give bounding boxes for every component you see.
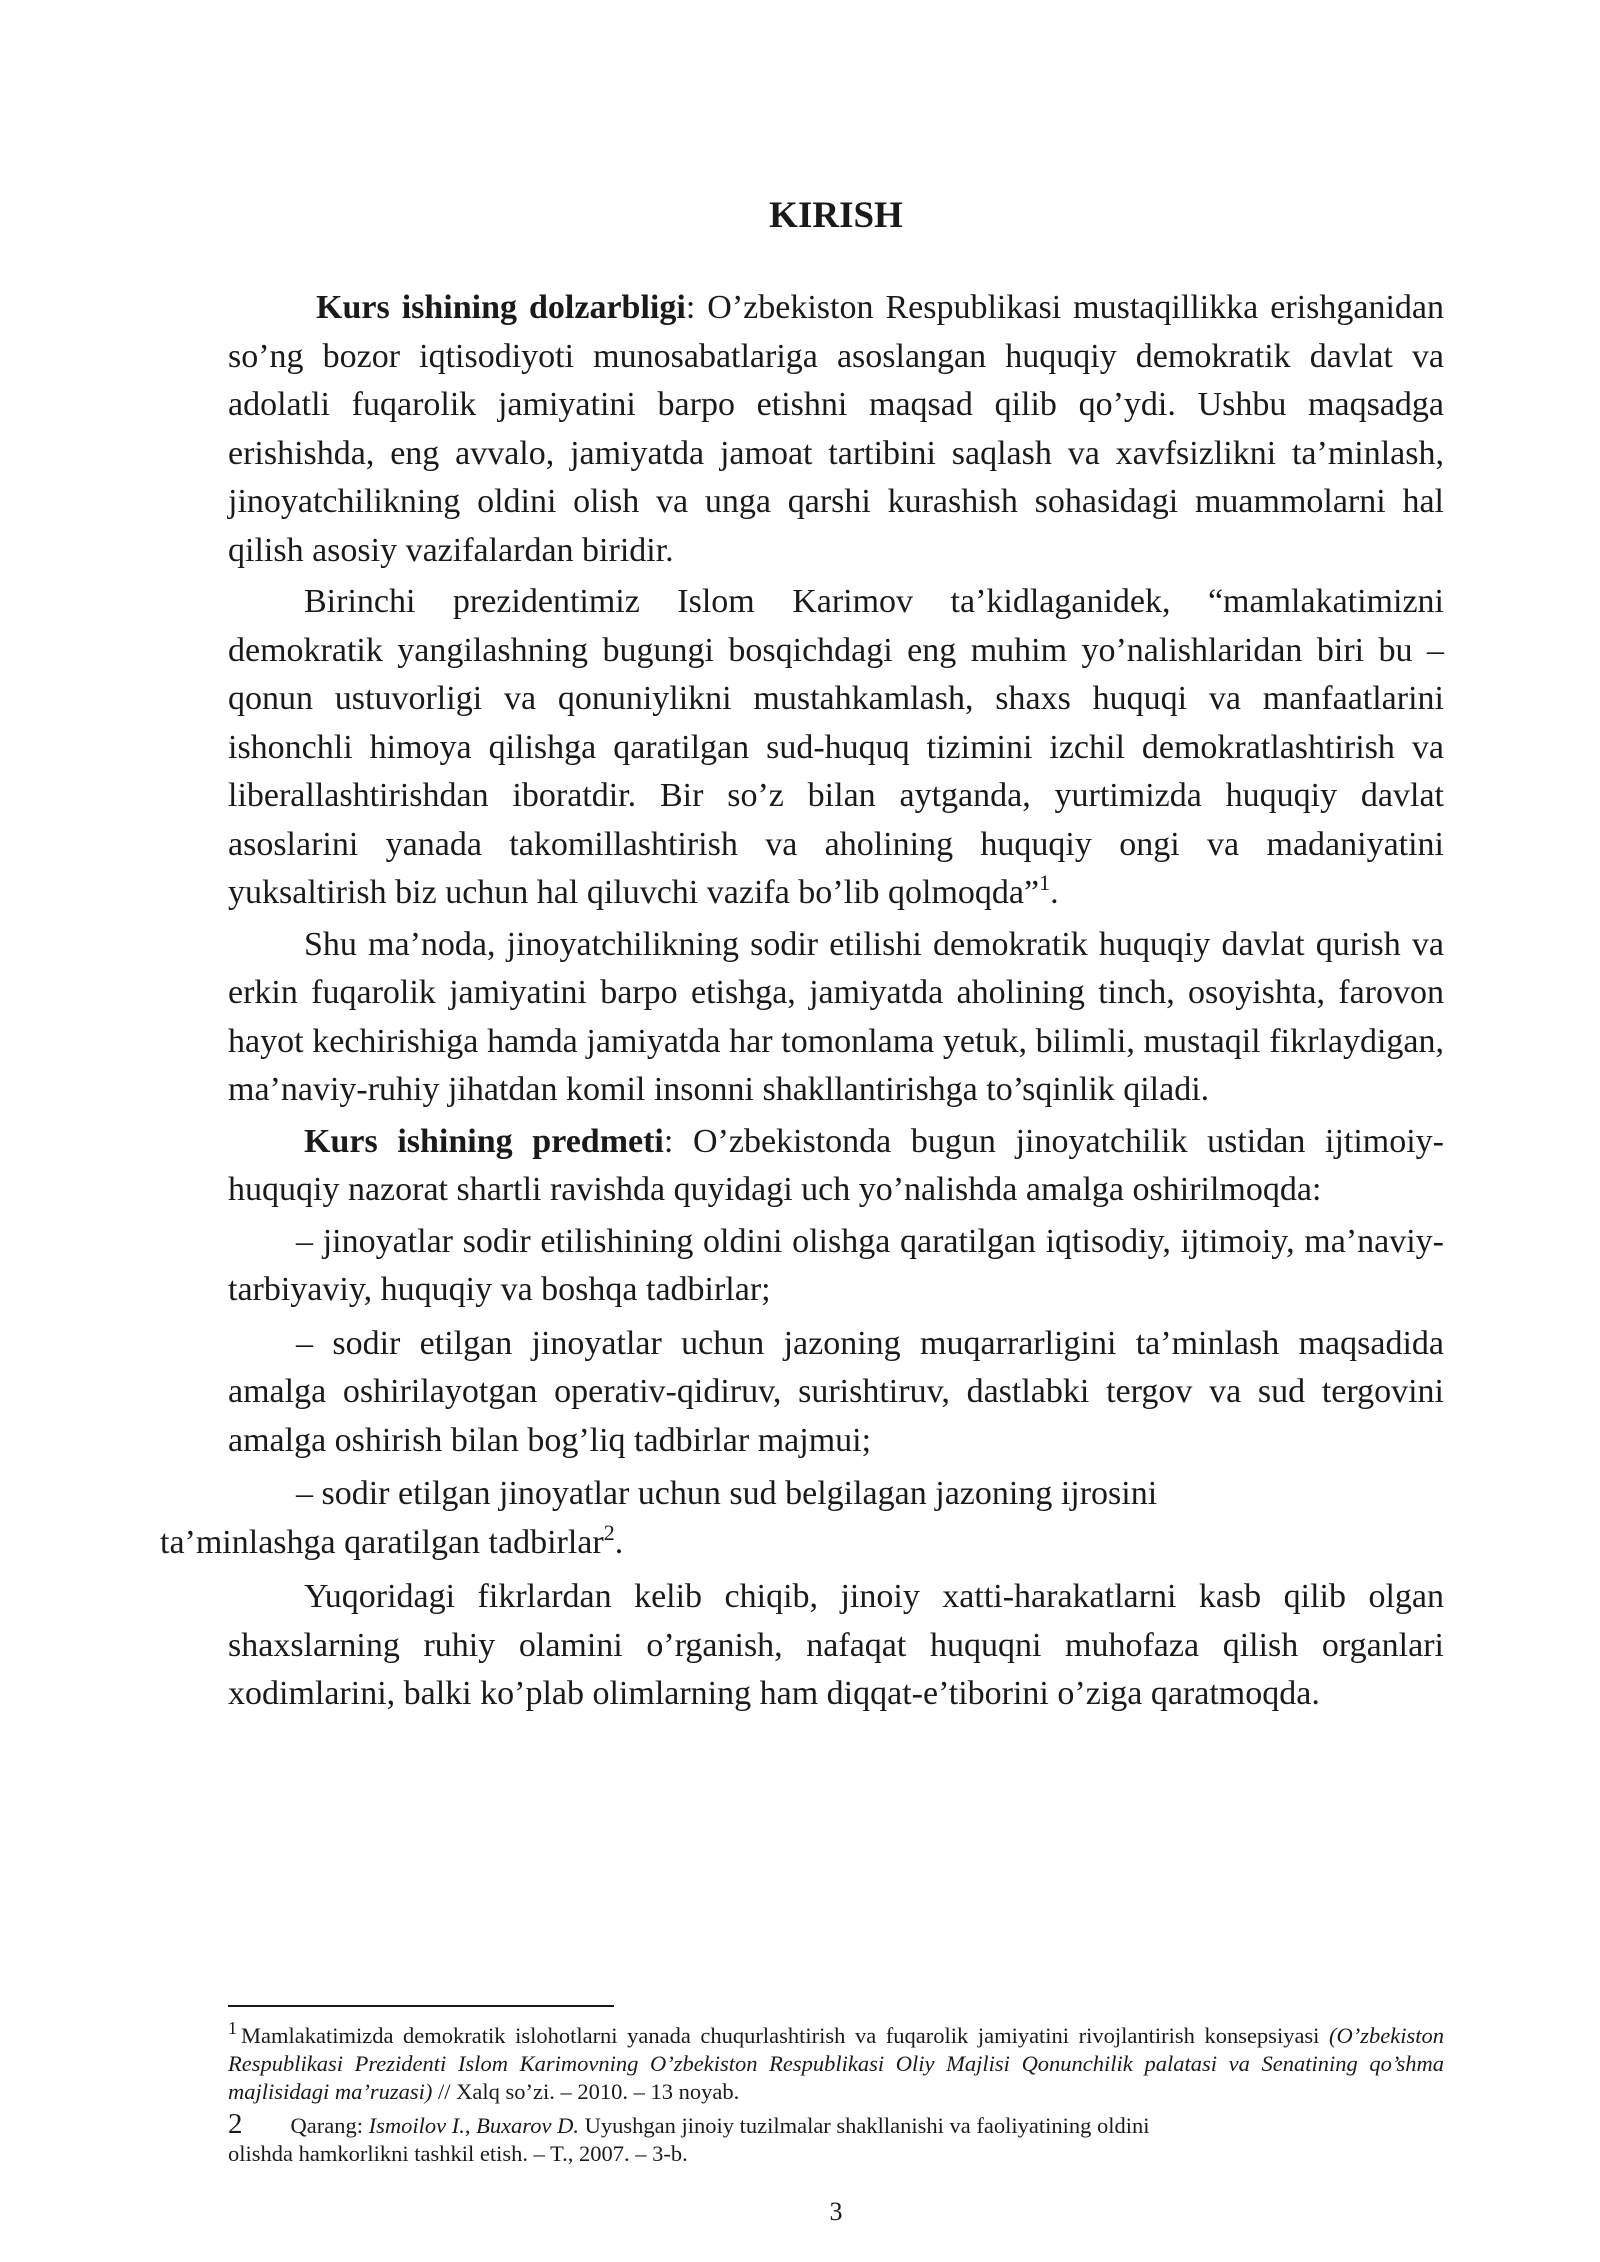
- list-item: – sodir etilgan jinoyatlar uchun jazoning muqarrarligini ta’minlash maqsadida amalga oshirilayotgan operativ-qidiruv, surishtiruv, dastlabki tergov va sud tergovini amalga oshirish bilan bog’liq tadbirlar majmui;: [228, 1324, 1444, 1459]
- footnote-2-prefix: Qarang:: [290, 2113, 369, 2138]
- footnote-2-authors: Ismoilov I., Buxarov D.: [368, 2113, 579, 2138]
- footnote-separator: [228, 2005, 614, 2007]
- footnote-2-title-cont: olishda hamkorlikni tashkil etish. – T., 2007. – 3-b.: [228, 2141, 688, 2166]
- footnote-2-mark: 2: [228, 2108, 243, 2140]
- subject-heading: Kurs ishining predmeti: [304, 1122, 664, 1160]
- relevance-text: : O’zbekiston Respublikasi mustaqillikka erishganidan so’ng bozor iqtisodiyoti munosabatlariga asoslangan huquqiy demokratik davlat va adolatli fuqarolik jamiyatini barpo etishni maqsad qilib qo’ydi. Ushbu maqsadga erishishda, eng avvalo, jamiyatda jamoat tartibini saqlash va xavfsizlikni ta’minlash, jinoyatchilikning oldini olish va unga qarshi kurashish sohasidagi muammolarni hal qilish asosiy vazifalardan biridir.: [228, 289, 1444, 569]
- paragraph-conclusion: Yuqoridagi fikrlardan kelib chiqib, jinoiy xatti-harakatlarni kasb qilib olgan shaxslarning ruhiy olamini o’rganish, nafaqat huquqni muhofaza qilish organlari xodimlarini, balki ko’plab olimlarning ham diqqat-e’tiborini o’ziga qaratmoqda.: [228, 1578, 1444, 1712]
- page-title: KIRISH: [769, 195, 903, 236]
- quote-text: Birinchi prezidentimiz Islom Karimov ta’kidlaganidek, “mamlakatimizni demokratik yangilashning bugungi bosqichdagi eng muhim yo’nalishlaridan biri bu – qonun ustuvorligi va qonuniylikni mustahkamlash, shaxs huquqi va manfaatlarini ishonchli himoya qilishga qaratilgan sud-huquq tizimini izchil demokratlashtirish va liberallashtirishdan iboratdir. Bir so’z bilan aytganda, yurtimizda huquqiy davlat asoslarini yanada takomillashtirish va aholining huquqiy ongi va madaniyatini yuksaltirish biz uchun hal qiluvchi vazifa bo’lib qolmoqda”: [228, 583, 1444, 911]
- footnote-1-mark: 1: [228, 2018, 237, 2038]
- footnote-1-text: Mamlakatimizda demokratik islohotlarni yanada chuqurlashtirish va fuqarolik jamiyatini rivojlantirish konsepsiyasi: [241, 2023, 1330, 2048]
- footnote-1-source: (O’zbekiston Respublikasi Prezidenti Islom Karimovning O’zbekiston Respublikasi Oliy Majlisi Qonunchilik palatasi va Senatining qo’shma majlisidagi ma’ruzasi): [228, 2023, 1444, 2104]
- footnote-ref-1[interactable]: 1: [1039, 870, 1051, 895]
- paragraph-relevance: [228, 284, 1444, 575]
- page-number: 3: [829, 2197, 843, 2226]
- quote-end: .: [1050, 874, 1059, 911]
- document-page: [160, 0, 1444, 2262]
- footnote-ref-2[interactable]: 2: [603, 1519, 615, 1545]
- list-item: – jinoyatlar sodir etilishining oldini olishga qaratilgan iqtisodiy, ijtimoiy, ma’naviy-tarbiyaviy, huquqiy va boshqa tadbirlar;: [228, 1222, 1444, 1308]
- list-item-line2: ta’minlashga qaratilgan tadbirlar: [160, 1523, 604, 1561]
- list-item-line1: – sodir etilgan jinoyatlar uchun sud belgilagan jazoning ijrosini: [296, 1475, 1158, 1512]
- subject-text: : O’zbekistonda bugun jinoyatchilik ustidan ijtimoiy-huquqiy nazorat shartli ravishda quyidagi uch yo’nalishda amalga oshirilmoqda:: [228, 1122, 1444, 1208]
- footnote-2-title: Uyushgan jinoiy tuzilmalar shakllanishi va faoliyatining oldini: [578, 2113, 1150, 2138]
- paragraph-meaning: Shu ma’noda, jinoyatchilikning sodir etilishi demokratik huquqiy davlat qurish va erkin fuqarolik jamiyatini barpo etishga, jamiyatda aholining tinch, osoyishta, farovon hayot kechirishiga hamda jamiyatda har tomonlama yetuk, bilimli, mustaqil fikrlaydigan, ma’naviy-ruhiy jihatdan komil insonni shakllantirishga to’sqinlik qiladi.: [228, 925, 1444, 1108]
- relevance-heading: Kurs ishining dolzarbligi: [316, 289, 686, 326]
- paragraph-subject: [228, 1118, 1444, 1215]
- body-text: [160, 284, 1444, 1722]
- paragraph-president-quote: [228, 578, 1444, 918]
- list-item-end: .: [614, 1523, 624, 1561]
- list-item: [160, 1470, 1444, 1567]
- footnote-1: [228, 2018, 1444, 2106]
- footnotes: [228, 2018, 1444, 2172]
- footnote-1-tail: // Xalq so’zi. – 2010. – 13 noyab.: [432, 2079, 740, 2104]
- footnote-2: [228, 2110, 1444, 2168]
